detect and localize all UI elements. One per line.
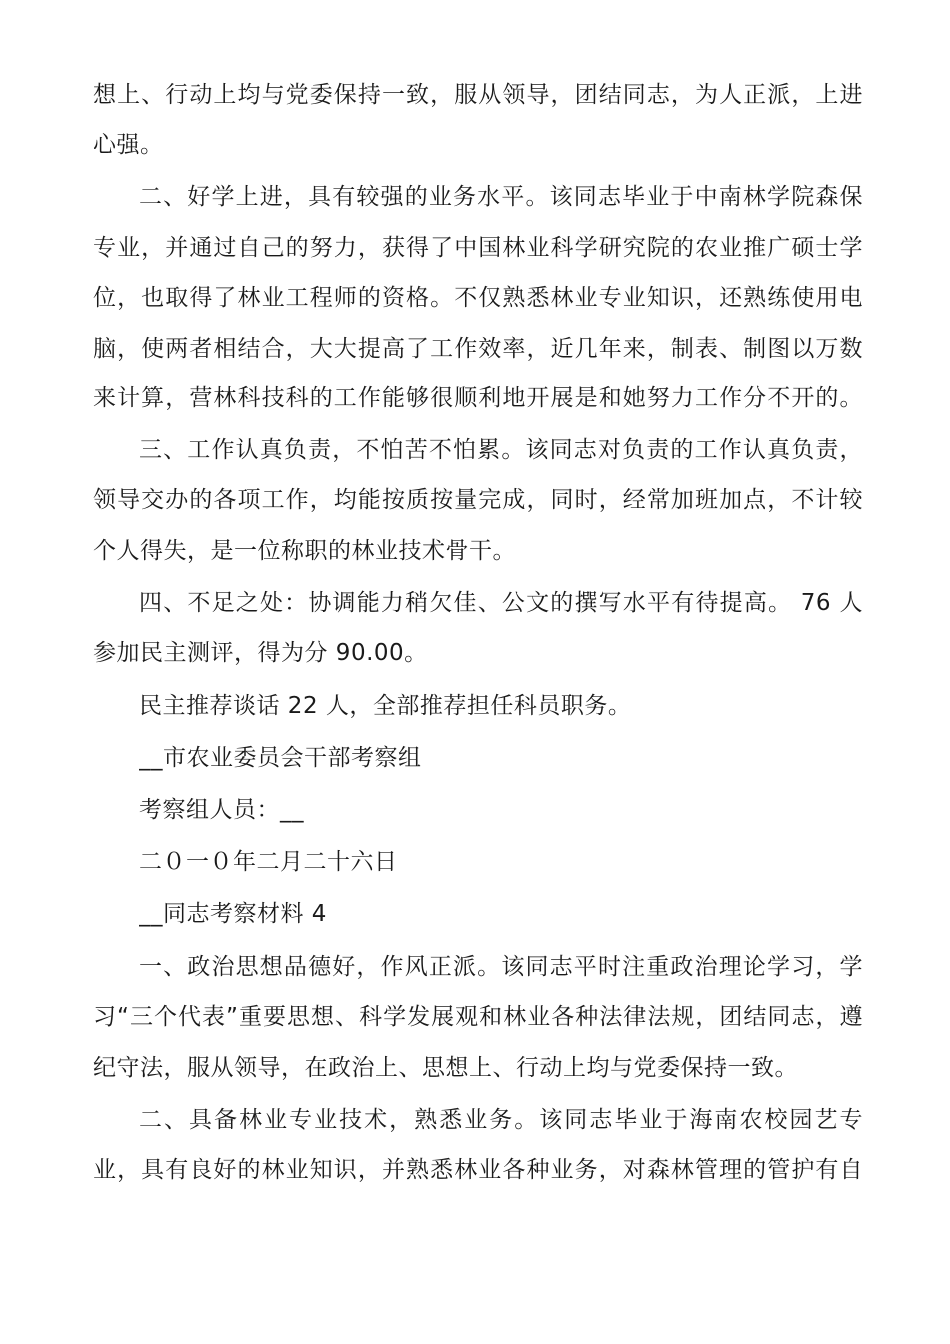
paragraph-line: 三、工作认真负责，不怕苦不怕累。该同志对负责的工作认真负责， <box>139 437 863 463</box>
paragraph-line: 心强。 <box>93 132 164 158</box>
paragraph-line: 二、好学上进，具有较强的业务水平。该同志毕业于中南林学院森保 <box>139 184 863 210</box>
section-title: __同志考察材料 4 <box>139 901 327 927</box>
paragraph-line: 业，具有良好的林业知识，并熟悉林业各种业务，对森林管理的管护有自 <box>93 1157 863 1183</box>
paragraph-line: 纪守法，服从领导，在政治上、思想上、行动上均与党委保持一致。 <box>93 1055 798 1081</box>
paragraph-line: 参加民主测评，得为分 90.00。 <box>93 640 428 666</box>
paragraph-line: 来计算，营林科技科的工作能够很顺利地开展是和她努力工作分不开的。 <box>93 385 863 411</box>
inspection-members: 考察组人员：__ <box>139 797 304 823</box>
paragraph-line: 二、具备林业专业技术，熟悉业务。该同志毕业于海南农校园艺专 <box>139 1107 863 1133</box>
paragraph-line: 领导交办的各项工作，均能按质按量完成，同时，经常加班加点，不计较 <box>93 487 863 513</box>
paragraph-line: 民主推荐谈话 22 人，全部推荐担任科员职务。 <box>139 693 632 719</box>
paragraph-line: 一、政治思想品德好，作风正派。该同志平时注重政治理论学习，学 <box>139 954 863 980</box>
organization-name: __市农业委员会干部考察组 <box>139 745 422 771</box>
paragraph-line: 个人得失，是一位称职的林业技术骨干。 <box>93 538 516 564</box>
paragraph-line: 位，也取得了林业工程师的资格。不仅熟悉林业专业知识，还熟练使用电 <box>93 285 863 311</box>
paragraph-line: 想上、行动上均与党委保持一致，服从领导，团结同志，为人正派，上进 <box>93 82 863 108</box>
paragraph-line: 脑，使两者相结合，大大提高了工作效率，近几年来，制表、制图以万数 <box>93 336 863 362</box>
document-date: 二０一０年二月二十六日 <box>139 849 398 875</box>
paragraph-line: 专业，并通过自己的努力，获得了中国林业科学研究院的农业推广硕士学 <box>93 235 863 261</box>
paragraph-line: 习“三个代表”重要思想、科学发展观和林业各种法律法规，团结同志，遵 <box>93 1004 863 1030</box>
paragraph-line: 四、不足之处：协调能力稍欠佳、公文的撰写水平有待提高。 76 人 <box>139 590 863 616</box>
